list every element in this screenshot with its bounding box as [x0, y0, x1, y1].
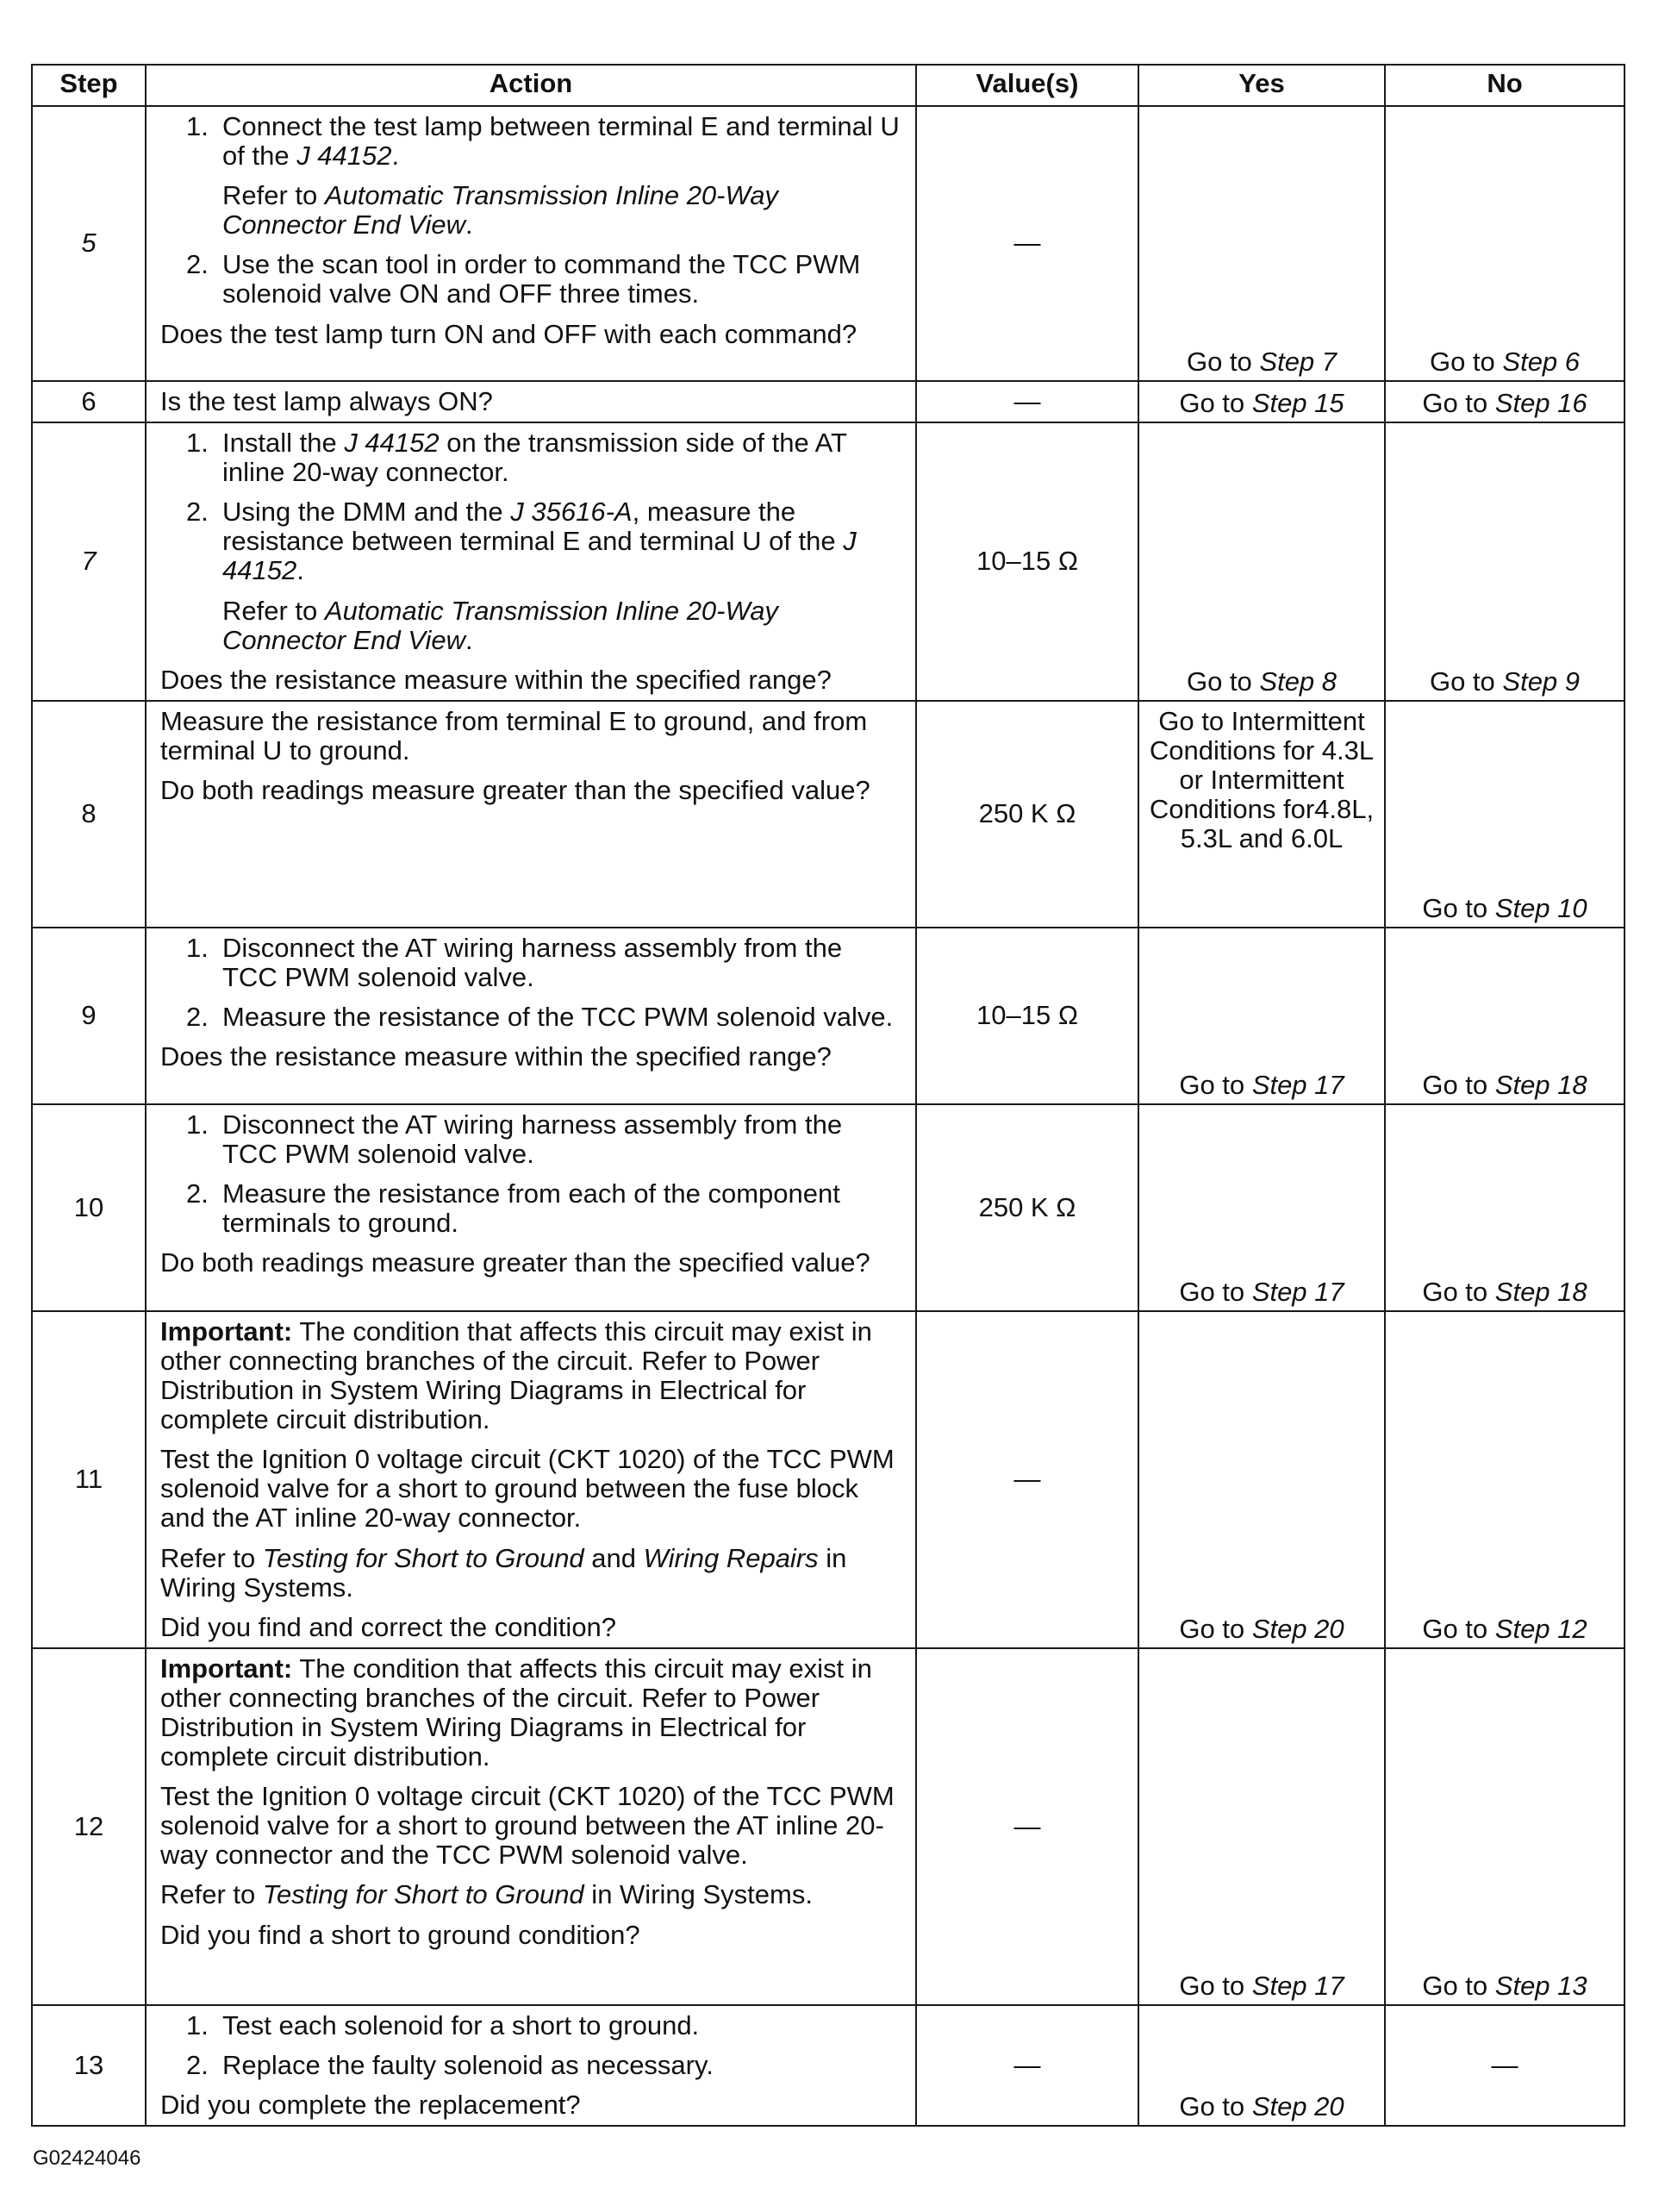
- step-number: 9: [32, 928, 146, 1104]
- action-cell: [146, 1648, 916, 2005]
- list-item: 1. Test each solenoid for a short to ground.: [186, 2009, 700, 2040]
- question-text: Does the resistance measure within the specified range?: [160, 1041, 832, 1072]
- action-cell: [146, 2005, 916, 2126]
- list-item: 2. Use the scan tool in order to command the TCC PWM solenoid valve ON and OFF three times.: [186, 249, 861, 309]
- value-cell: —: [916, 106, 1138, 381]
- value-cell: —: [916, 2005, 1138, 2126]
- question-text: Do both readings measure greater than the specified value?: [160, 775, 870, 806]
- reference-text: Refer to Automatic Transmission Inline 20-Way Connector End View.: [222, 180, 778, 241]
- step-number: 5: [32, 106, 146, 381]
- question-text: Did you find and correct the condition?: [160, 1611, 617, 1642]
- question-text: Did you find a short to ground condition?: [160, 1919, 640, 1950]
- yes-cell: Go to Step 17: [1138, 928, 1385, 1104]
- step-number: 6: [32, 381, 146, 422]
- no-cell: —: [1385, 2005, 1624, 2126]
- instruction-text: Measure the resistance from terminal E to ground, and from terminal U to ground.: [160, 705, 868, 765]
- yes-cell: Go to Step 7: [1138, 106, 1385, 381]
- step-number: 13: [32, 2005, 146, 2126]
- reference-text: Refer to Automatic Transmission Inline 20-Way Connector End View.: [222, 595, 778, 655]
- table-row-step-11: [32, 1311, 1624, 1648]
- question-text: Do both readings measure greater than the specified value?: [160, 1247, 870, 1278]
- header-yes: Yes: [1138, 65, 1385, 106]
- list-item: 2. Using the DMM and the J 35616-A, measure the resistance between terminal E and terminal U of the J 44152.: [186, 497, 857, 586]
- table-row-step-12: [32, 1648, 1624, 2005]
- reference-text: Refer to Testing for Short to Ground in Wiring Systems.: [160, 1879, 813, 1910]
- yes-cell: Go to Step 17: [1138, 1104, 1385, 1311]
- action-cell: [146, 106, 916, 381]
- instruction-text: Test the Ignition 0 voltage circuit (CKT 1020) of the TCC PWM solenoid valve for a short to ground between the fuse block and the AT inline 20-way connector.: [160, 1444, 895, 1534]
- important-note: Important: The condition that affects this circuit may exist in other connecting branches of the circuit. Refer to Power Distribution in System Wiring Diagrams in Electrical for complete circuit distribution.: [160, 1315, 872, 1435]
- yes-cell: Go to Step 8: [1138, 422, 1385, 701]
- no-cell: Go to Step 10: [1385, 701, 1624, 928]
- yes-cell: [1138, 701, 1385, 928]
- table-row-step-13: [32, 2005, 1624, 2126]
- no-cell: Go to Step 16: [1385, 381, 1624, 422]
- step-number: 12: [32, 1648, 146, 2005]
- yes-cell: Go to Step 20: [1138, 1311, 1385, 1648]
- no-cell: Go to Step 9: [1385, 422, 1624, 701]
- value-cell: 250 K Ω: [916, 1104, 1138, 1311]
- value-cell: 250 K Ω: [916, 701, 1138, 928]
- value-cell: 10–15 Ω: [916, 422, 1138, 701]
- no-cell: Go to Step 18: [1385, 1104, 1624, 1311]
- no-cell: Go to Step 6: [1385, 106, 1624, 381]
- list-item: 1. Disconnect the AT wiring harness assembly from the TCC PWM solenoid valve.: [186, 932, 843, 992]
- no-cell: Go to Step 12: [1385, 1311, 1624, 1648]
- reference-text: Refer to Testing for Short to Ground and Wiring Repairs in Wiring Systems.: [160, 1542, 847, 1603]
- diagnostic-table: [31, 64, 1625, 2127]
- step-number: 8: [32, 701, 146, 928]
- no-cell: Go to Step 18: [1385, 928, 1624, 1104]
- header-no: No: [1385, 65, 1624, 106]
- header-row: [32, 65, 1624, 106]
- list-item: 2. Measure the resistance of the TCC PWM solenoid valve.: [186, 1002, 894, 1033]
- yes-cell: Go to Step 20: [1138, 2005, 1385, 2126]
- yes-cell: Go to Step 17: [1138, 1648, 1385, 2005]
- value-cell: —: [916, 1648, 1138, 2005]
- action-cell: [146, 701, 916, 928]
- table-row-step-10: [32, 1104, 1624, 1311]
- value-cell: 10–15 Ω: [916, 928, 1138, 1104]
- table-row-step-6: [32, 381, 1624, 422]
- list-item: 1. Connect the test lamp between terminal E and terminal U of the J 44152.: [186, 111, 900, 172]
- figure-code: G02424046: [33, 2146, 141, 2170]
- list-item: 1. Disconnect the AT wiring harness assembly from the TCC PWM solenoid valve.: [186, 1109, 843, 1169]
- header-values: Value(s): [916, 65, 1138, 106]
- action-cell: [146, 1311, 916, 1648]
- action-cell: [146, 422, 916, 701]
- list-item: 2. Measure the resistance from each of the component terminals to ground.: [186, 1178, 840, 1239]
- action-cell: [146, 381, 916, 422]
- action-cell: [146, 928, 916, 1104]
- table-row-step-9: [32, 928, 1624, 1104]
- list-item: 1. Install the J 44152 on the transmission side of the AT inline 20-way connector.: [186, 428, 847, 488]
- question-text: Did you complete the replacement?: [160, 2089, 581, 2120]
- question-text: Does the test lamp turn ON and OFF with each command?: [160, 318, 857, 349]
- header-action: Action: [146, 65, 916, 106]
- instruction-text: Test the Ignition 0 voltage circuit (CKT 1020) of the TCC PWM solenoid valve for a short to ground between the AT inline 20-way connector and the TCC PWM solenoid valve.: [160, 1781, 895, 1871]
- step-number: 7: [32, 422, 146, 701]
- important-note: Important: The condition that affects this circuit may exist in other connecting branches of the circuit. Refer to Power Distribution in System Wiring Diagrams in Electrical for complete circuit distribution.: [160, 1653, 872, 1772]
- step-number: 10: [32, 1104, 146, 1311]
- value-cell: —: [916, 381, 1138, 422]
- yes-text: Go to Intermittent Conditions for 4.3L or Intermittent Conditions for4.8L, 5.3L and 6.0L: [1149, 705, 1375, 854]
- no-cell: Go to Step 13: [1385, 1648, 1624, 2005]
- table-row-step-8: [32, 701, 1624, 928]
- header-step: Step: [32, 65, 146, 106]
- value-cell: —: [916, 1311, 1138, 1648]
- question-text: Does the resistance measure within the specified range?: [160, 664, 832, 695]
- step-number: 11: [32, 1311, 146, 1648]
- table-row-step-5: [32, 106, 1624, 381]
- list-item: 2. Replace the faulty solenoid as necessary.: [186, 2049, 714, 2080]
- question-text: Is the test lamp always ON?: [160, 386, 493, 416]
- action-cell: [146, 1104, 916, 1311]
- yes-cell: Go to Step 15: [1138, 381, 1385, 422]
- table-row-step-7: [32, 422, 1624, 701]
